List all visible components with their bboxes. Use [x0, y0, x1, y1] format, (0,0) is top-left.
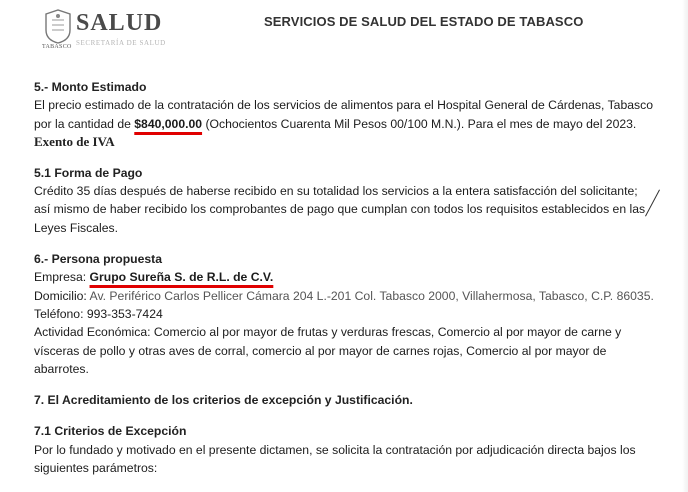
actividad-line-3: abarrotes.	[34, 361, 89, 376]
page-title: SERVICIOS DE SALUD DEL ESTADO DE TABASCO	[264, 14, 584, 29]
document-body	[34, 78, 664, 477]
section-7-1-line-2: siguientes parámetros:	[34, 461, 158, 476]
section-5-heading: 5.- Monto Estimado	[34, 80, 147, 94]
section-5-1-heading: 5.1 Forma de Pago	[34, 165, 143, 180]
exento-iva-label: Exento de IVA	[34, 133, 115, 149]
salud-logo	[40, 6, 180, 52]
amount-prefix: por la cantidad de	[34, 116, 135, 131]
domicilio-label: Domicilio:	[34, 288, 90, 303]
actividad-line-1: Actividad Económica: Comercio al por mayor de frutas y verduras frescas, Comercio al por mayor de carne y	[34, 325, 622, 340]
section-6-heading: 6.- Persona propuesta	[34, 252, 163, 267]
section-7-heading: 7. El Acreditamiento de los criterios de excepción y Justificación.	[34, 393, 413, 408]
domicilio-value: Av. Periférico Carlos Pellicer Cámara 204 L.-201 Col. Tabasco 2000, Villahermosa, Tabasco, C.P. 86035.	[89, 288, 654, 303]
logo-word: SALUD	[76, 10, 163, 36]
empresa-label: Empresa:	[34, 270, 90, 285]
telefono-line: Teléfono: 993-353-7424	[34, 306, 163, 321]
page-edge-shadow	[682, 0, 688, 492]
empresa-line	[34, 268, 664, 286]
empresa-name: Grupo Sureña S. de R.L. de C.V.	[89, 270, 274, 285]
logo-state: TABASCO	[42, 44, 72, 50]
section-5-1-line-3: Leyes Fiscales.	[34, 220, 118, 235]
section-5-line-1: El precio estimado de la contratación de los servicios de alimentos para el Hospital General de Cárdenas, Tabasco	[34, 98, 653, 113]
section-7-1-heading: 7.1 Criterios de Excepción	[34, 424, 187, 439]
domicilio-line	[34, 287, 664, 305]
estimated-amount: $840,000.00	[134, 116, 203, 131]
tabasco-seal-icon	[42, 8, 74, 44]
section-5-line-2	[34, 115, 664, 133]
section-5-1-line-1: Crédito 35 días después de haberse recibido en su totalidad los servicios a la entera satisfacción del solicitante;	[34, 184, 638, 199]
actividad-line-2: vísceras de pollo y otras aves de corral, comercio al por mayor de carnes rojas, Comercio al por mayor de	[34, 343, 607, 358]
section-7-1-line-1: Por lo fundado y motivado en el presente dictamen, se solicita la contratación por adjudicación directa bajos los	[34, 442, 636, 457]
logo-subtitle: SECRETARÍA DE SALUD	[76, 39, 166, 47]
section-5-1-line-2: así mismo de haber recibido los comprobantes de pago que cumplan con todos los requisitos establecidos en las	[34, 202, 646, 217]
amount-suffix: (Ochocientos Cuarenta Mil Pesos 00/100 M.N.). Para el mes de mayo del 2023.	[202, 116, 637, 131]
